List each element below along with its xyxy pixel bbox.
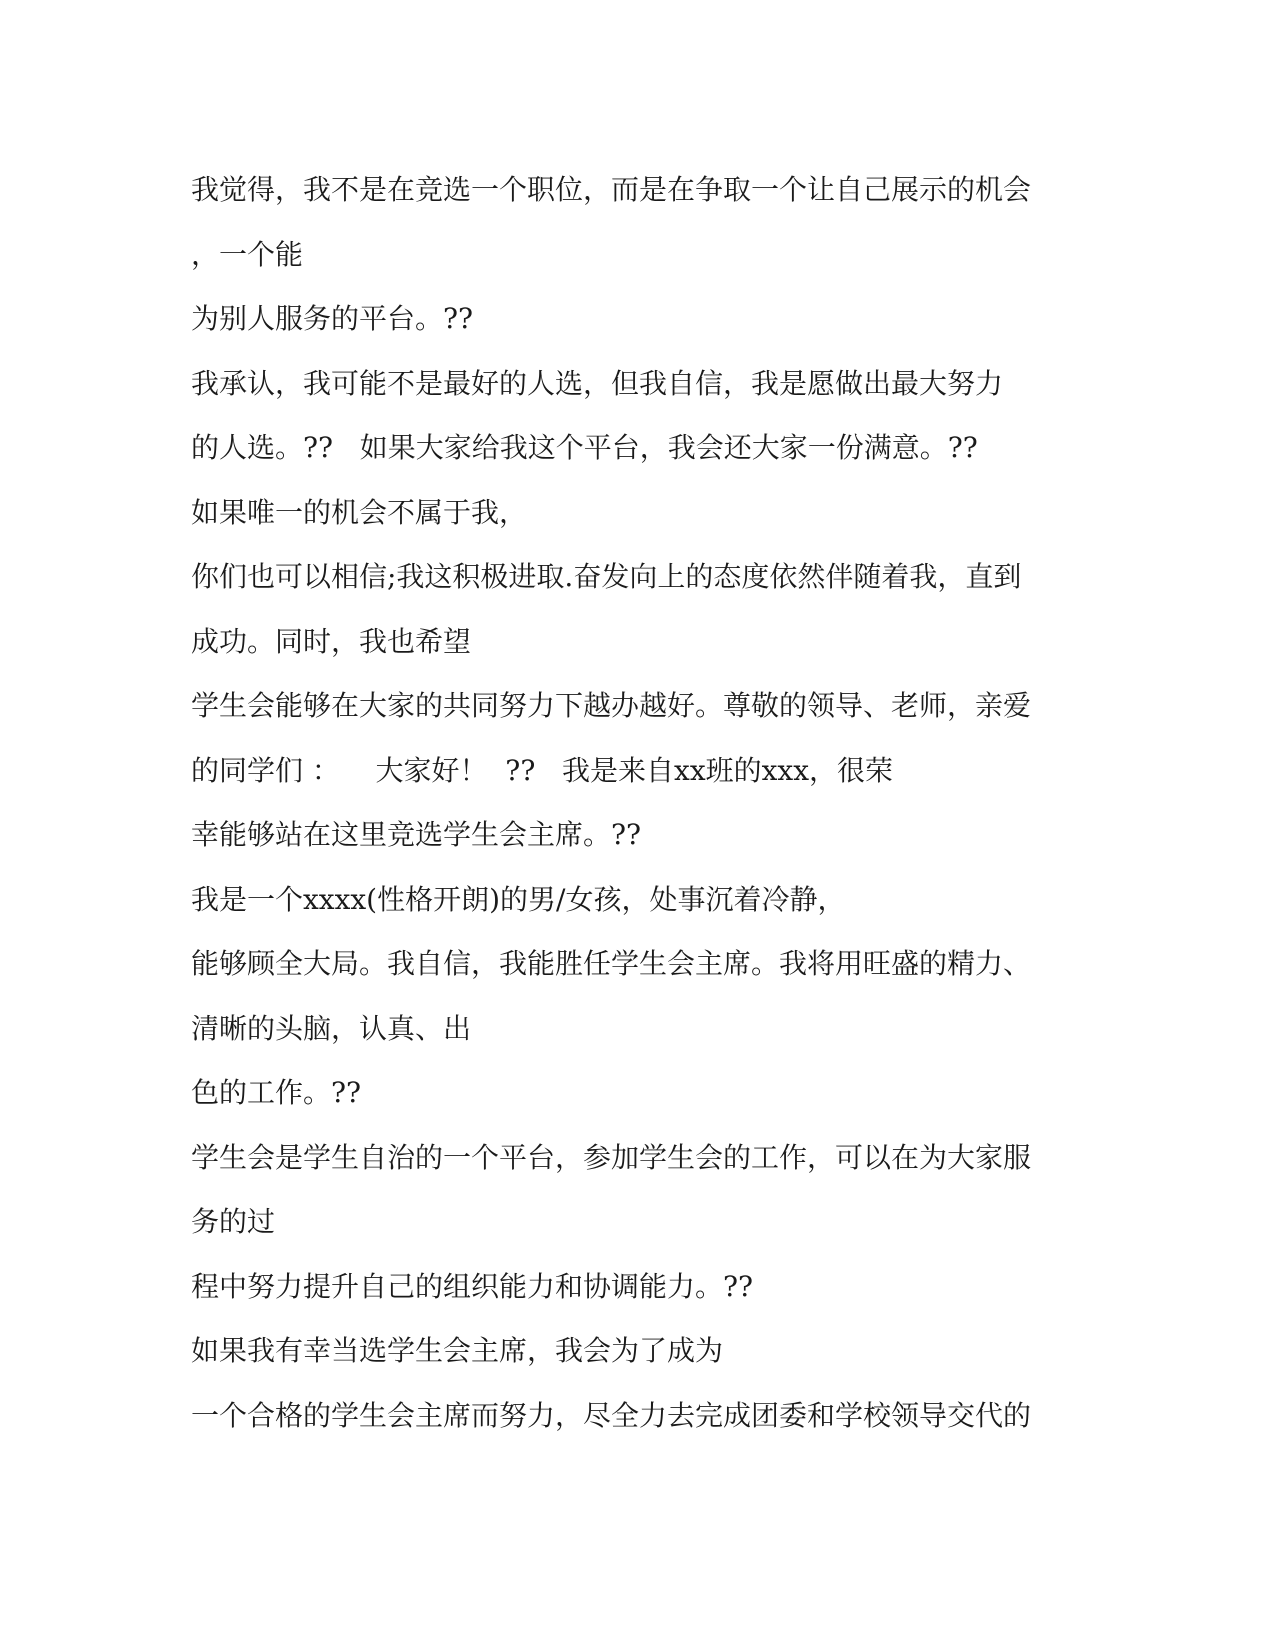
text-line: 为别人服务的平台。?? xyxy=(191,302,474,335)
text-line: 学生会是学生自治的一个平台，参加学生会的工作，可以在为大家服 xyxy=(191,1140,1032,1174)
text-line: 的同学们 ： 大家好！ ?? 我是来自xx班的xxx，很荣 xyxy=(191,753,893,787)
text-line: 务的过 xyxy=(191,1205,276,1238)
text-line: 清晰的头脑，认真、出 xyxy=(191,1011,472,1045)
text-line: 你们也可以相信;我这积极进取.奋发向上的态度依然伴随着我，直到 xyxy=(191,560,1022,593)
text-line: 的人选。?? 如果大家给我这个平台，我会还大家一份满意。?? xyxy=(191,431,978,464)
text-line: 我觉得，我不是在竞选一个职位，而是在争取一个让自己展示的机会 xyxy=(191,173,1032,206)
text-line: 如果唯一的机会不属于我， xyxy=(191,495,528,529)
text-line: 一个合格的学生会主席而努力，尽全力去完成团委和学校领导交代的 xyxy=(191,1398,1032,1432)
text-line: 幸能够站在这里竞选学生会主席。?? xyxy=(191,818,642,851)
text-line: 学生会能够在大家的共同努力下越办越好。尊敬的领导、老师，亲爱 xyxy=(191,689,1032,722)
text-line: 我承认，我可能不是最好的人选，但我自信，我是愿做出最大努力 xyxy=(191,366,1004,400)
text-line: 我是一个xxxx(性格开朗)的男/女孩，处事沉着冷静， xyxy=(191,882,846,916)
text-line: 色的工作。?? xyxy=(191,1076,362,1109)
text-line: ，一个能 xyxy=(191,237,304,271)
text-line: 能够顾全大局。我自信，我能胜任学生会主席。我将用旺盛的精力、 xyxy=(191,947,1032,980)
text-line: 程中努力提升自己的组织能力和协调能力。?? xyxy=(191,1269,754,1303)
document-body xyxy=(191,158,1091,1448)
text-line: 成功。同时，我也希望 xyxy=(191,624,472,658)
text-line: 如果我有幸当选学生会主席，我会为了成为 xyxy=(191,1334,724,1367)
